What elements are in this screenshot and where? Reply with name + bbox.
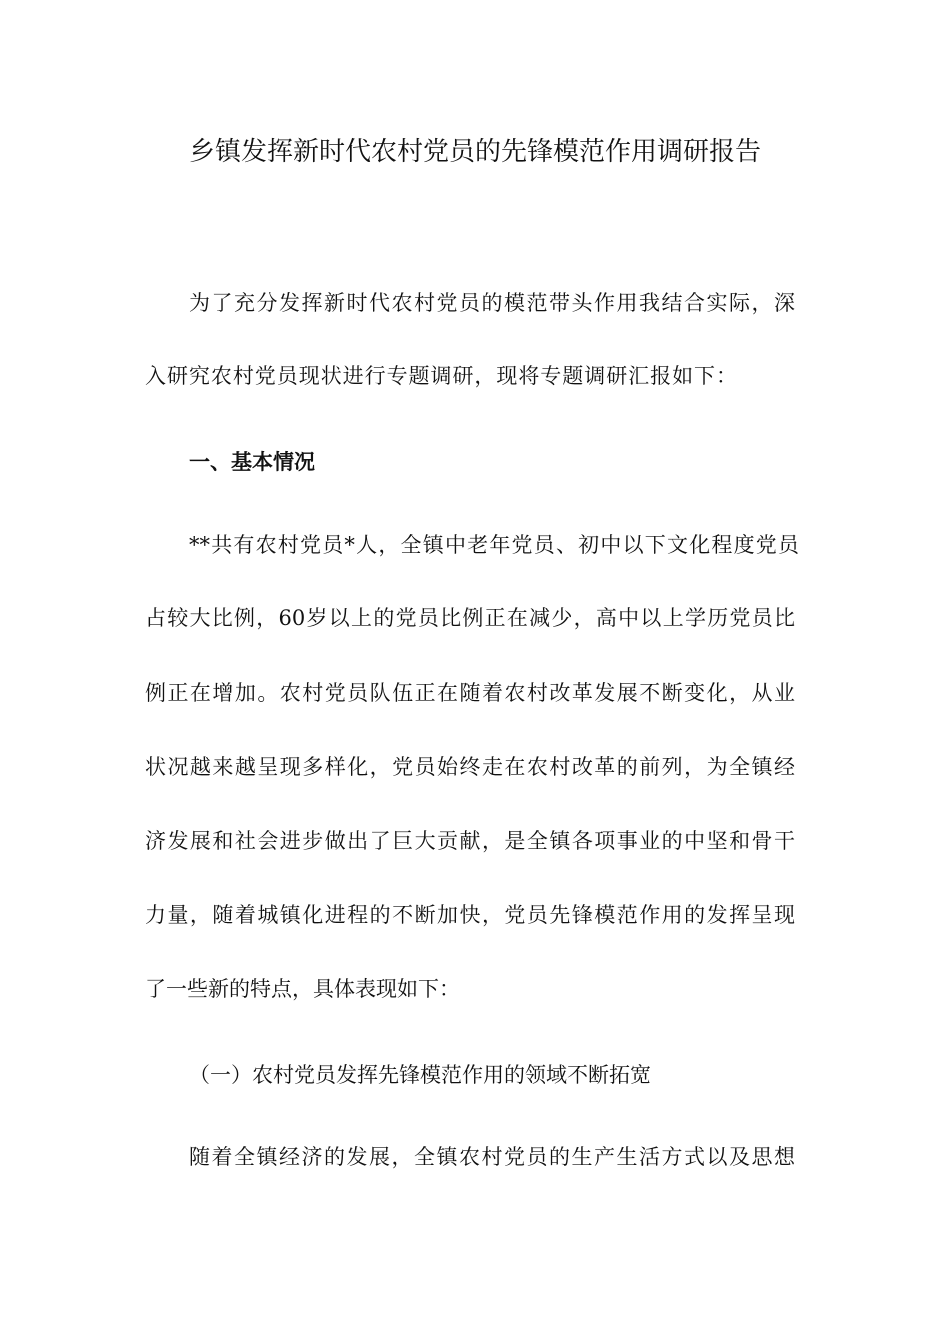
paragraph-line: 随着全镇经济的发展，全镇农村党员的生产生活方式以及思想	[189, 1145, 795, 1169]
paragraph-line: **共有农村党员*人，全镇中老年党员、初中以下文化程度党员	[189, 533, 799, 557]
document-title: 乡镇发挥新时代农村党员的先锋模范作用调研报告	[188, 137, 761, 167]
paragraph-line: 状况越来越呈现多样化，党员始终走在农村改革的前列，为全镇经	[145, 755, 795, 779]
paragraph-line: 为了充分发挥新时代农村党员的模范带头作用我结合实际，深	[189, 291, 795, 315]
subsection-heading: （一）农村党员发挥先锋模范作用的领域不断拓宽	[189, 1063, 651, 1087]
paragraph-line: 济发展和社会进步做出了巨大贡献，是全镇各项事业的中坚和骨干	[145, 829, 795, 853]
section-heading: 一、基本情况	[189, 450, 315, 474]
paragraph-line: 力量，随着城镇化进程的不断加快，党员先锋模范作用的发挥呈现	[145, 903, 795, 927]
paragraph-line: 占较大比例，60岁以上的党员比例正在减少，高中以上学历党员比	[145, 606, 795, 630]
paragraph-line: 入研究农村党员现状进行专题调研，现将专题调研汇报如下：	[145, 364, 737, 388]
paragraph-line: 例正在增加。农村党员队伍正在随着农村改革发展不断变化，从业	[145, 681, 795, 705]
paragraph-line: 了一些新的特点，具体表现如下：	[145, 977, 460, 1001]
